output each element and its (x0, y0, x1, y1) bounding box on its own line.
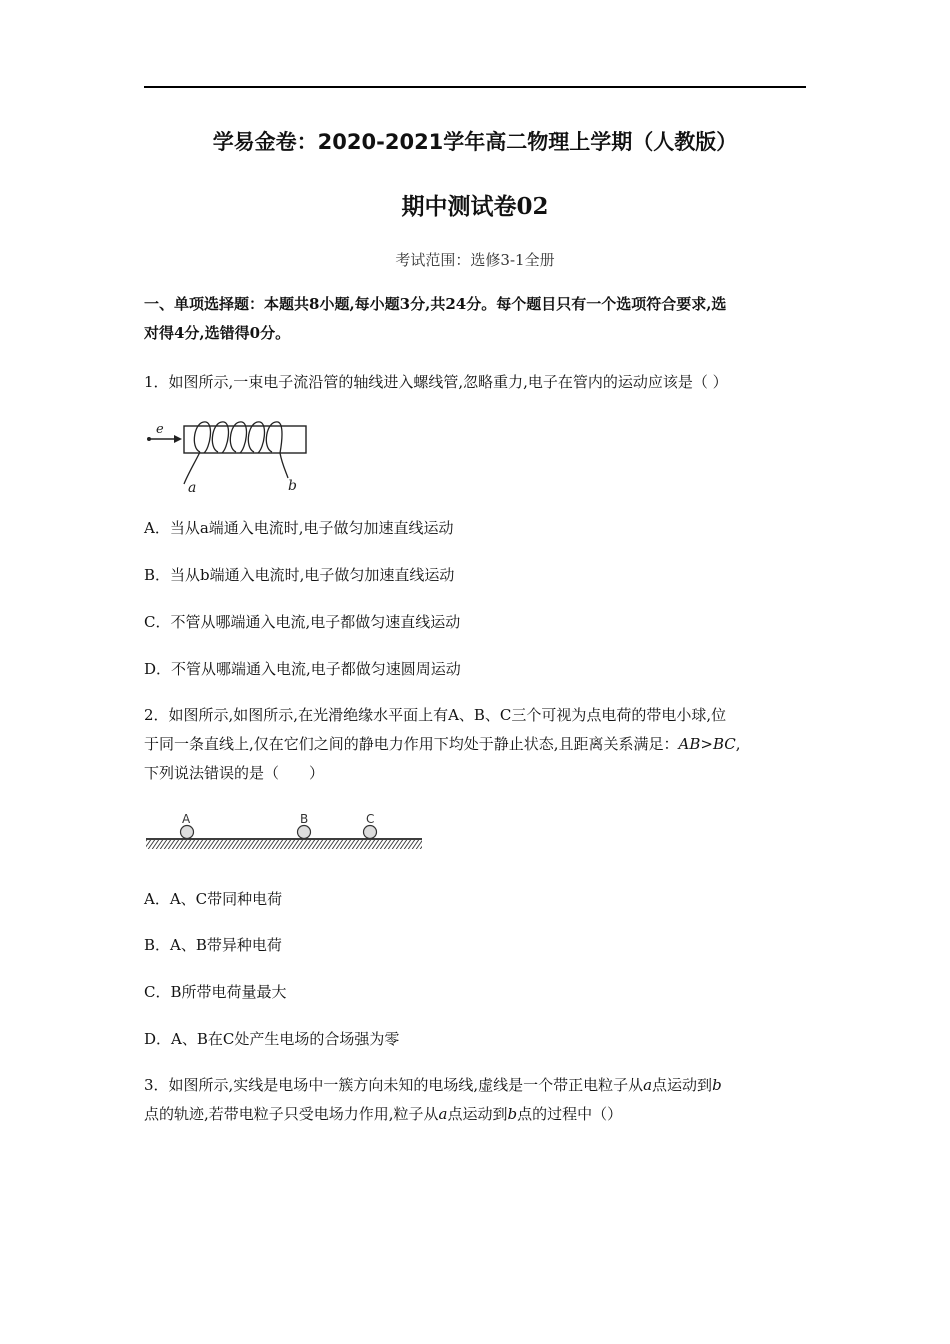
q2-option-b: B．A、B带异种电荷 (144, 936, 282, 954)
q2-stem-line2-text: 于同一条直线上,仅在它们之间的静电力作用下均处于静止状态,且距离关系满足： (144, 735, 679, 753)
exam-title: 学易金卷：2020-2021学年高二物理上学期（人教版） (212, 130, 738, 154)
q1-option-d: D．不管从哪端通入电流,电子都做匀速圆周运动 (144, 660, 461, 678)
q3-point-a: a (438, 1105, 448, 1123)
ball-c-label: C (366, 812, 375, 826)
ball-b (298, 826, 311, 839)
section-heading (144, 290, 809, 348)
header-rule (144, 86, 806, 88)
exam-subtitle: 期中测试卷02 (401, 193, 549, 220)
solenoid-end-a-label: a (188, 480, 197, 496)
q2-option-c: C．B所带电荷量最大 (144, 983, 287, 1001)
q3-stem-line1 (144, 1071, 809, 1100)
q1-option-b: B．当从b端通入电流时,电子做匀加速直线运动 (144, 566, 455, 584)
q3-stem (144, 1071, 809, 1129)
solenoid-end-b-label: b (288, 478, 297, 494)
q3-text: 3．如图所示,实线是电场中一簇方向未知的电场线,虚线是一个带正电粒子从 (144, 1076, 644, 1094)
q2-distance-relation: AB>BC (678, 735, 736, 753)
ball-b-label: B (300, 812, 309, 826)
ground-hatch (146, 840, 422, 849)
ball-a (181, 826, 194, 839)
q2-stem (144, 701, 809, 788)
q2-stem-line2 (144, 730, 809, 759)
q2-stem-line1: 2．如图所示,如图所示,在光滑绝缘水平面上有A、B、C三个可视为点电荷的带电小球,位 (144, 706, 727, 724)
q3-point-b: b (507, 1105, 518, 1123)
q2-option-a: A．A、C带同种电荷 (144, 890, 283, 908)
q3-text: 点运动到 (652, 1076, 713, 1094)
q3-text: 点运动到 (447, 1105, 508, 1123)
q2-stem-line3: 下列说法错误的是（ ） (144, 764, 325, 782)
q3-stem-line2 (144, 1100, 809, 1129)
q3-point-a: a (643, 1076, 653, 1094)
q3-point-b: b (712, 1076, 722, 1094)
q1-stem: 1．如图所示,一束电子流沿管的轴线进入螺线管,忽略重力,电子在管内的运动应该是（ ） (144, 373, 728, 391)
electron-arrow (147, 435, 182, 443)
q1-solenoid-figure (144, 412, 314, 498)
q2-stem-line2-end: , (735, 735, 741, 753)
q2-option-d: D．A、B在C处产生电场的合场强为零 (144, 1030, 400, 1048)
q3-text: 点的过程中（） (517, 1105, 623, 1123)
section-heading-line1: 一、单项选择题：本题共8小题,每小题3分,共24分。每个题目只有一个选项符合要求,选 (144, 295, 727, 313)
section-heading-line2: 对得4分,选错得0分。 (144, 324, 291, 342)
q3-text: 点的轨迹,若带电粒子只受电场力作用,粒子从 (144, 1105, 439, 1123)
q2-three-balls-figure (144, 808, 426, 854)
ball-a-label: A (182, 812, 191, 826)
exam-scope: 考试范围：选修3-1全册 (395, 251, 555, 269)
q1-option-c: C．不管从哪端通入电流,电子都做匀速直线运动 (144, 613, 461, 631)
q1-option-a: A．当从a端通入电流时,电子做匀加速直线运动 (144, 519, 454, 537)
electron-label: e (156, 422, 164, 437)
ball-c (364, 826, 377, 839)
solenoid-tube (184, 426, 306, 453)
